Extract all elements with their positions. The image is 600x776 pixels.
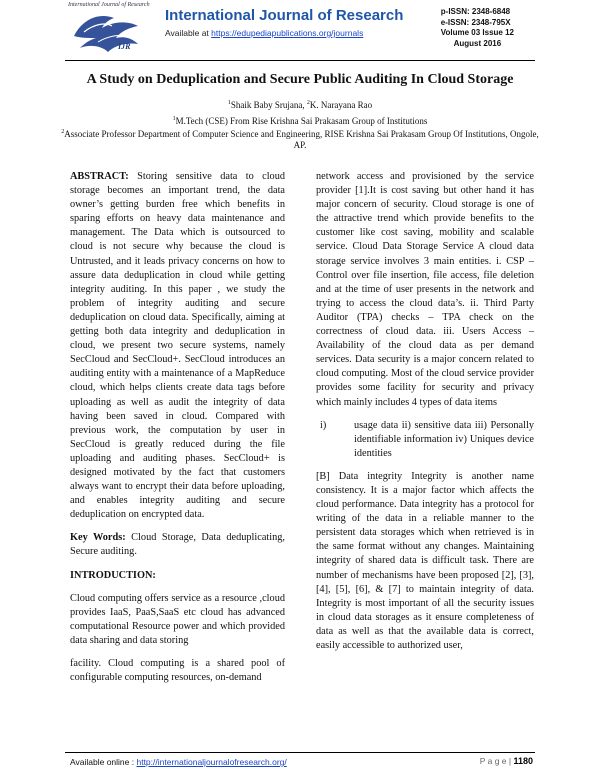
page-number-value: 1180 (513, 756, 533, 766)
keywords-text: Cloud Storage, Data deduplicating, Secure auditing. (70, 532, 285, 558)
eissn: e-ISSN: 2348-795X (440, 17, 511, 27)
page-number (480, 756, 533, 766)
journal-name: International Journal of Research (165, 7, 404, 24)
list-text: usage data ii) sensitive data iii) Personally identifiable information iv) Uniques device identities (354, 419, 534, 459)
list-number: i) (320, 419, 327, 431)
author1-sup: 1 (227, 100, 231, 106)
journal-logo (68, 2, 152, 56)
available-at-line (165, 28, 363, 38)
abstract-paragraph (70, 170, 285, 522)
abstract-label: ABSTRACT: (70, 171, 129, 182)
right-paragraph-2: [B] Data integrity Integrity is another name consistency. It is a major factor which affects the cloud performance. Data integrity has a protocol for writing of the data in a reliable manner to the persistent data storages which when retrieved is in the same format without any changes. Maintaining integrity of shared data is difficult task. There are number of mechanisms have been proposed [2], [3], [4], [5], [6], & [7] to maintain integrity of data. Integrity is most important of all the security issues in cloud data storages as it ensure completeness of data as well as that the available data is correct, easily accessible to authorized user, (316, 470, 534, 651)
affiliations (60, 114, 540, 151)
logo-abbr: IJR (118, 42, 131, 51)
introduction-heading: INTRODUCTION: (70, 569, 156, 581)
intro-paragraph-2: facility. Cloud computing is a shared pool of configurable computing resources, on-demand (70, 658, 285, 684)
available-at-label: Available at (165, 28, 212, 38)
logo-small-text: International Journal of Research (68, 2, 150, 8)
affil2-sup: 2 (61, 129, 65, 135)
pegasus-logo-icon (68, 6, 152, 60)
affiliation-2 (60, 127, 540, 151)
right-paragraph-1: network access and provisioned by the service provider [1].It is cost saving but other hand it has major concern of security. Cloud storage is one of the attractive trend which provide benefits to the customer like cost saving, mobility and scalable service. Cloud Data Storage Service A cloud data storage service involves 3 main entities. i. CSP – Control over file insertion, file access, file deletion and at the time of user presents in the network and trying to access the cloud data’s. ii. Third Party Auditor (TPA) checks – TPA check on the correctness of cloud data. iii. Users Access – Availability of the cloud data as per demand services. Data security is a major concern related to cloud computing. Most of the cloud service provider provides some facility for security and privacy which mainly includes 4 types of data items (316, 171, 534, 408)
author2: K. Narayana Rao (309, 100, 373, 110)
footer-divider (65, 752, 535, 753)
affiliation-1 (60, 114, 540, 127)
authors (60, 100, 540, 110)
page-label: P a g e | (479, 756, 512, 766)
paper-title: A Study on Deduplication and Secure Public Auditing In Cloud Storage (86, 72, 514, 87)
issn-block (441, 7, 514, 49)
author2-sup: 2 (306, 100, 310, 106)
author1: Shaik Baby Srujana, (230, 100, 307, 110)
affil2-text: Associate Professor Department of Computer Science and Engineering, RISE Krishna Sai Prakasam Group Of Institutions, Ongole, AP. (64, 129, 539, 150)
affil1-text: M.Tech (CSE) From Rise Krishna Sai Prakasam Group of Institutions (175, 116, 428, 126)
affil1-sup: 1 (172, 116, 176, 122)
footer-available-online (70, 757, 287, 767)
list-item (316, 419, 534, 461)
journal-url-link[interactable]: https://edupediapublications.org/journals (211, 28, 364, 38)
keywords-label: Key Words: (70, 532, 126, 544)
right-column (316, 170, 534, 662)
intro-paragraph-1: Cloud computing offers service as a resource ,cloud provides IaaS, PaaS,SaaS etc cloud has advanced computational Resource power and which provided data sharing and data storing (70, 592, 285, 646)
abstract-text: Storing sensitive data to cloud storage becomes an important trend, the data owner’s getting burden free which benefits in sparing efforts on heavy data maintenance and management. The Data which is outsourced to cloud is not secure why because the cloud is Untrusted, and it leads privacy concerns on how to assure data deduplication in cloud while getting integrity auditing. In this paper , we study the problem of integrity auditing and secure deduplication on cloud data. Specifically, aiming at getting both data integrity and deduplication in cloud, we present two secure systems, namely SecCloud and SecCloud+. SecCloud introduces an auditing entity with a maintenance of a MapReduce cloud, which helps clients create data tags before uploading as well as audit the integrity of data having been saved in cloud. Compared with previous work, the computation by user in SecCloud is greatly reduced during the file uploading and auditing phases. SecCloud+ is designed motivated by the fact that customers always want to encrypt their data before uploading, and enables integrity auditing and secure deduplication on encrypted data. (70, 171, 285, 521)
pissn: p-ISSN: 2348-6848 (440, 7, 511, 16)
left-column (70, 170, 285, 694)
volume-issue: Volume 03 Issue 12 (440, 28, 514, 37)
issue-date: August 2016 (453, 38, 502, 48)
header-divider (65, 60, 535, 61)
footer-url-link[interactable]: http://internationaljournalofresearch.org/ (136, 757, 287, 767)
footer-label: Available online : (70, 757, 137, 767)
keywords-paragraph (70, 531, 285, 559)
